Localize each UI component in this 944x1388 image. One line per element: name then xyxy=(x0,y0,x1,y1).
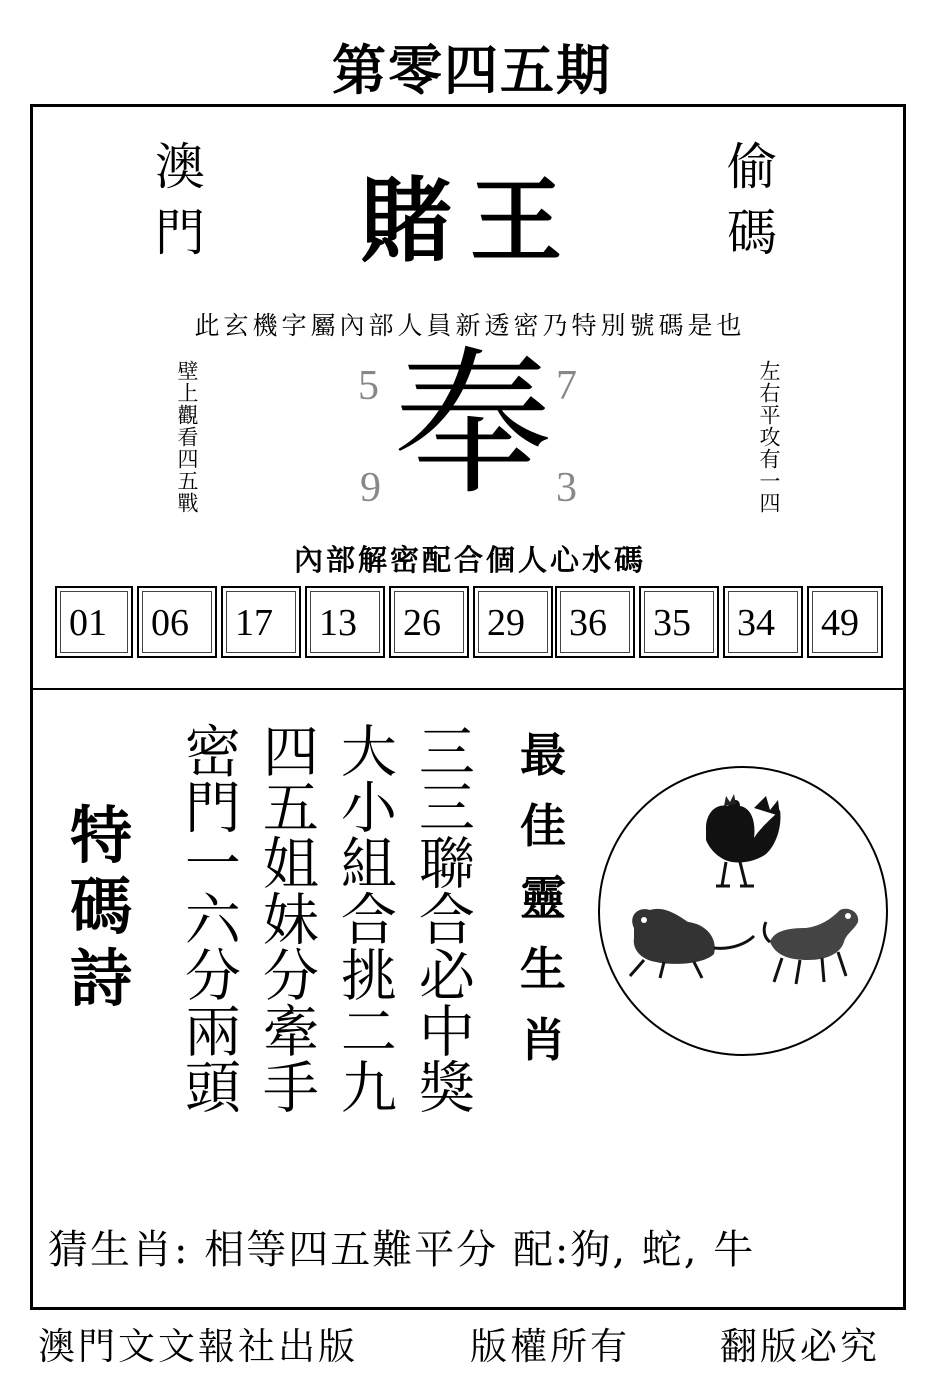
number-box: 17 xyxy=(221,586,301,658)
riddle-character: 奉 xyxy=(394,333,552,517)
number-box: 26 xyxy=(389,586,469,658)
zodiac-illustration xyxy=(600,768,886,1054)
stolen-code-label: 偷碼 xyxy=(719,140,777,272)
publisher-text: 澳門文文報社出版 xyxy=(38,1325,358,1368)
riddle-right-text: 左右平攻有一四 xyxy=(757,360,781,514)
poem-line: 四五姐妹分牽手 xyxy=(253,722,319,1114)
copyright-text: 版權所有 xyxy=(470,1325,630,1368)
main-frame xyxy=(30,104,906,1310)
guess-zodiac-line: 猜生肖: 相等四五難平分 配:狗, 蛇, 牛 xyxy=(48,1227,756,1273)
numbers-heading: 內部解密配合個人心水碼 xyxy=(293,543,646,577)
best-zodiac-label: 最 佳 靈 生 肖 xyxy=(520,728,566,1068)
section-divider xyxy=(33,688,903,690)
corner-digit: 5 xyxy=(358,363,379,409)
rat-icon xyxy=(630,909,754,978)
page-headline: 賭王 xyxy=(359,168,580,275)
number-box: 49 xyxy=(807,586,883,658)
number-box: 34 xyxy=(723,586,803,658)
macau-label: 澳門 xyxy=(147,140,205,272)
riddle-left-text: 壁上觀看四五戰 xyxy=(175,360,199,514)
number-row xyxy=(55,586,883,660)
poem-line: 密門一六分兩頭 xyxy=(175,722,241,1114)
poem-line: 大小組合挑二九 xyxy=(331,722,397,1114)
number-box: 35 xyxy=(639,586,719,658)
number-box: 29 xyxy=(473,586,553,658)
number-box: 36 xyxy=(555,586,635,658)
number-box: 13 xyxy=(305,586,385,658)
dog-icon xyxy=(764,909,858,984)
rooster-icon xyxy=(706,794,780,886)
poem-label: 特 碼 詩 xyxy=(70,799,133,1015)
number-box: 06 xyxy=(137,586,217,658)
poem-line: 三三聯合必中獎 xyxy=(409,722,475,1114)
issue-title: 第零四五期 xyxy=(332,38,612,102)
corner-digit: 9 xyxy=(360,465,381,511)
piracy-warning-text: 翻版必究 xyxy=(720,1325,880,1368)
corner-digit: 7 xyxy=(556,363,577,409)
corner-digit: 3 xyxy=(556,465,577,511)
number-box: 01 xyxy=(55,586,133,658)
subtitle: 此玄機字屬內部人員新透密乃特別號碼是也 xyxy=(194,311,746,340)
zodiac-circle xyxy=(598,766,888,1056)
